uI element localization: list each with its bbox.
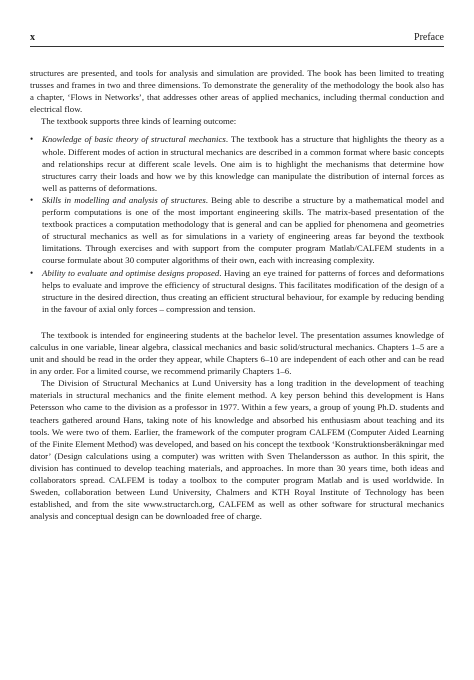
learning-outcomes-list [30, 133, 444, 314]
document-page [30, 32, 444, 522]
section-gap [30, 315, 444, 329]
outcome-title: Ability to evaluate and optimise designs proposed [42, 267, 220, 278]
history-paragraph: The Division of Structural Mechanics at Lund University has a long tradition in the development of teaching materials in structural mechanics and the finite element method. A key person behind this development is Hans Petersson who came to the division as a professor in 1977. Within a few years, a group of young Ph.D. students and teachers gathered around Hans, taking note of his knowledge and absorbed his enthusiasm about teaching and its tools. We were two of them. Earlier, the framework of the computer program CALFEM (Computer Aided Learning of the Finite Element Method) was developed, and based on his concept the textbook ‘Konstruktionsberäkningar med dator’ (Design calculations using a computer) was written with Sven Thelandersson as author. In this spirit, the division has continued to develop teaching materials, and approaches. In more than 30 years time, both ideas and collaborators spread. CALFEM is today a toolbox to the computer program Matlab and is used worldwide. In Sweden, collaboration between Lund University, Chalmers and KTH Royal Institute of Technology has been established, and from the site www.structarch.org, CALFEM as well as other software for structural mechanics analysis and conceptual design can be downloaded free of charge. [30, 378, 444, 522]
outcome-text: . Having an eye trained for patterns of forces and deformations helps to evaluate and improve the efficiency of structural designs. This facilitates modification of the design of a structure in the desired direction, thus creating an efficient structural behaviour, for example by reducing bending in the favour of axial only forces – compression and tension. [42, 267, 444, 314]
level-paragraph: The textbook is intended for engineering students at the bachelor level. The presentation assumes knowledge of calculus in one variable, linear algebra, classical mechanics and basic solid/structural mechanics. Chapters 1–5 are a unit and should be read in the order they appear, while Chapters 6–10 are independent of each other and can be read in any order. For a limited course, we recommend primarily Chapters 1–6. [30, 329, 444, 377]
running-head [30, 32, 444, 47]
outcome-title: Skills in modelling and analysis of structures [42, 194, 206, 205]
list-item [30, 133, 444, 193]
bullet-icon: • [30, 134, 34, 145]
bullet-icon: • [30, 194, 34, 205]
outcomes-intro: The textbook supports three kinds of learning outcome: [41, 116, 237, 127]
section-title: Preface [414, 32, 444, 43]
outcome-text: . Being able to describe a structure by a mathematical model and perform computations is one of the most important engineering skills. The matrix-based presentation of the textbook practices a computation methodology that is general and can be applied for phenomena and geometries of structural mechanics as well as for simulations in a variety of engineering areas far beyond the textbook limitations. Through exercises and with support from the computer program Matlab/CALFEM students in a course formulate about 30 computer algorithms of their own, each with increasing complexity. [42, 194, 444, 266]
list-item [30, 194, 444, 267]
outcome-text: . The textbook has a structure that highlights the theory as a whole. Different modes of action in structural mechanics are described in a common format where basic concepts and relationships recur at different scale levels. One aim is to highlight the mechanisms that determine how structures carry their loads and how we by this knowledge can manipulate the distribution of internal forces as well as patterns of deformations. [42, 134, 444, 193]
page-number: x [30, 32, 35, 43]
intro-paragraph: structures are presented, and tools for analysis and simulation are provided. The book has been limited to treating trusses and frames in two and three dimensions. To demonstrate the generality of the methodology the book also has a chapter, ‘Flows in Networks’, that addresses other areas of applied mechanics, including thermal conduction and electrical flow. [30, 68, 444, 115]
bullet-icon: • [30, 267, 34, 278]
list-item [30, 267, 444, 315]
page-body [30, 67, 444, 522]
outcome-title: Knowledge of basic theory of structural mechanics [42, 134, 226, 145]
